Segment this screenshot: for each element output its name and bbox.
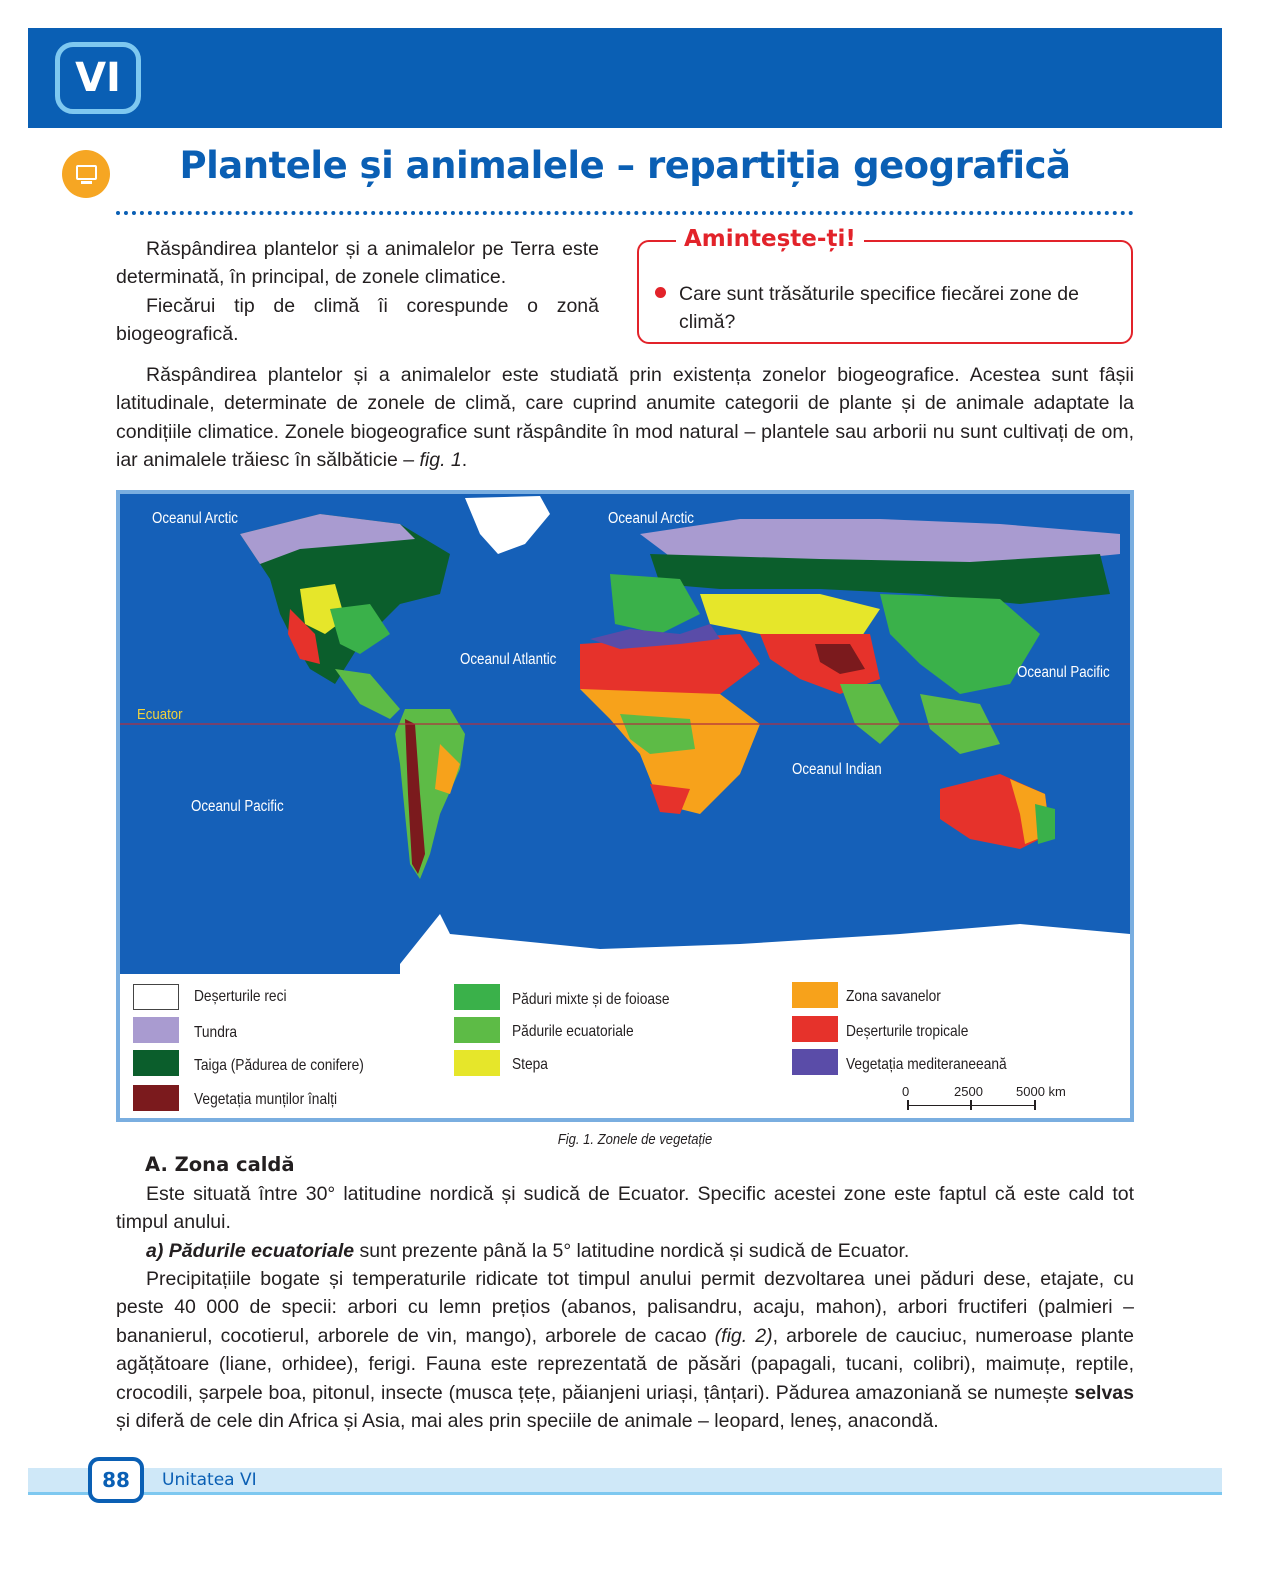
detail-text-3: și diferă de cele din Africa și Asia, mai ales prin speciile de animale – leopard, leneș, anacondă. [116,1410,939,1433]
legend-label-tropical-desert: Deșerturile tropicale [846,1023,969,1040]
scale-tick-start [907,1100,909,1110]
legend-swatch-equatorial-forest [454,1017,500,1043]
detail-text-2: , arborele de cauciuc, numeroase plante agățătoare (liane, orhidee), ferigi. Fauna este reprezentată de păsări (papagali, tucani, colibri), maimuțe, reptile, crocodili, șarpele boa, pitonul, insecte (musca țețe, păianjeni uriași, țânțari). Pădurea amazoniană se numește [116,1324,1135,1404]
subsection-marker: a) [146,1240,164,1262]
world-vegetation-map [120,494,1130,974]
legend-swatch-savanna [792,982,838,1008]
unit-badge: VI [55,42,141,114]
legend-swatch-cold-desert [133,984,179,1010]
title-divider [116,211,1134,215]
ocean-label-arctic-west: Oceanul Arctic [152,510,238,527]
page-title: Plantele și animalele – repartiția geografică [179,144,1071,187]
legend-label-mixed-forest: Păduri mixte și de foioase [512,991,670,1008]
legend-swatch-tundra [133,1017,179,1043]
legend-swatch-mediterranean [792,1049,838,1075]
page-number: 88 [88,1457,144,1503]
figure-caption: Fig. 1. Zonele de vegetație [557,1132,713,1148]
main-paragraph-text: Răspândirea plantelor și a animalelor este studiată prin existența zonelor biogeografice. Acestea sunt fâșii latitudinale, determinate de zonele de climă, care cuprind anumite categorii de plante și de animale adaptate la condițiile climatice. Zonele biogeografice sunt răspândite în mod natural – plantele sau arborii nu sunt cultivați de om, iar animalele trăiesc în sălbăticie – [116,364,1134,472]
figure-2-reference: (fig. 2) [714,1324,773,1347]
legend-swatch-mountain [133,1085,179,1111]
chapter-header-band [28,28,1222,128]
ocean-label-indian: Oceanul Indian [792,761,882,778]
legend-label-mediterranean: Vegetația mediteraneeană [846,1056,1007,1073]
intro-text [116,235,599,349]
detail-paragraph [116,1265,1134,1435]
subsection-text: sunt prezente până la 5° latitudine nordică și sudică de Ecuator. [354,1240,910,1262]
main-paragraph [116,361,1134,475]
footer-unit-label: Unitatea VI [162,1470,257,1490]
scale-label-mid: 2500 [954,1084,983,1099]
ocean-label-atlantic: Oceanul Atlantic [460,651,557,668]
intro-paragraph-1: Răspândirea plantelor și a animalelor pe Terra este determinată, în principal, de zonele climatice. [116,238,599,289]
legend-swatch-tropical-desert [792,1016,838,1042]
computer-icon [62,150,110,198]
zone-paragraph [116,1180,1134,1237]
legend-label-cold-desert: Deșerturile reci [194,988,287,1005]
equator-label: Ecuator [137,706,183,723]
legend-swatch-taiga [133,1050,179,1076]
section-heading: A. Zona caldă [145,1153,295,1176]
ocean-label-pacific-west: Oceanul Pacific [191,798,284,815]
legend-label-taiga: Taiga (Pădurea de conifere) [194,1057,364,1074]
scale-label-zero: 0 [902,1084,910,1099]
legend-label-steppe: Stepa [512,1056,548,1073]
legend-label-tundra: Tundra [194,1024,238,1041]
main-paragraph-end: . [461,449,468,472]
detail-text-1: Precipitațiile bogate și temperaturile ridicate tot timpul anului permit dezvoltarea unei păduri dese, etajate, cu peste 40 000 de specii: arbori cu lemn prețios (abanos, palisandru, acaju, mahon), arbori fructiferi (palmieri – bananierul, cocotierul, arborele de vin, mango), arborele de cacao [116,1268,1134,1347]
zone-text: Este situată între 30° latitudine nordică și sudică de Ecuator. Specific acestei zone este faptul că este cald tot timpul anului. [116,1183,1134,1234]
subsection-title: Pădurile ecuatoriale [168,1240,355,1262]
scale-label-end: 5000 km [1016,1084,1066,1099]
legend-label-equatorial-forest: Pădurile ecuatoriale [512,1023,634,1040]
selvas-term: selvas [1074,1381,1134,1404]
scale-tick-end [1034,1100,1036,1110]
remember-title: Amintește-ți! [676,226,864,252]
australia-east-forest [1035,804,1055,844]
ocean-label-arctic-east: Oceanul Arctic [608,510,694,527]
scale-tick-mid [970,1100,972,1110]
bullet-icon [655,287,666,298]
legend-label-mountain: Vegetația munților înalți [194,1091,338,1108]
legend-swatch-steppe [454,1050,500,1076]
remember-question: Care sunt trăsăturile specifice fiecărei zone de climă? [679,283,1079,333]
vegetation-map-figure [116,490,1134,1122]
ocean-label-pacific-east: Oceanul Pacific [1017,664,1110,681]
intro-paragraph-2: Fiecărui tip de climă îi corespunde o zonă biogeografică. [116,294,599,346]
legend-label-savanna: Zona savanelor [846,988,941,1005]
figure-reference: fig. 1 [419,449,462,472]
legend-swatch-mixed-forest [454,984,500,1010]
subsection-paragraph [116,1237,1134,1265]
